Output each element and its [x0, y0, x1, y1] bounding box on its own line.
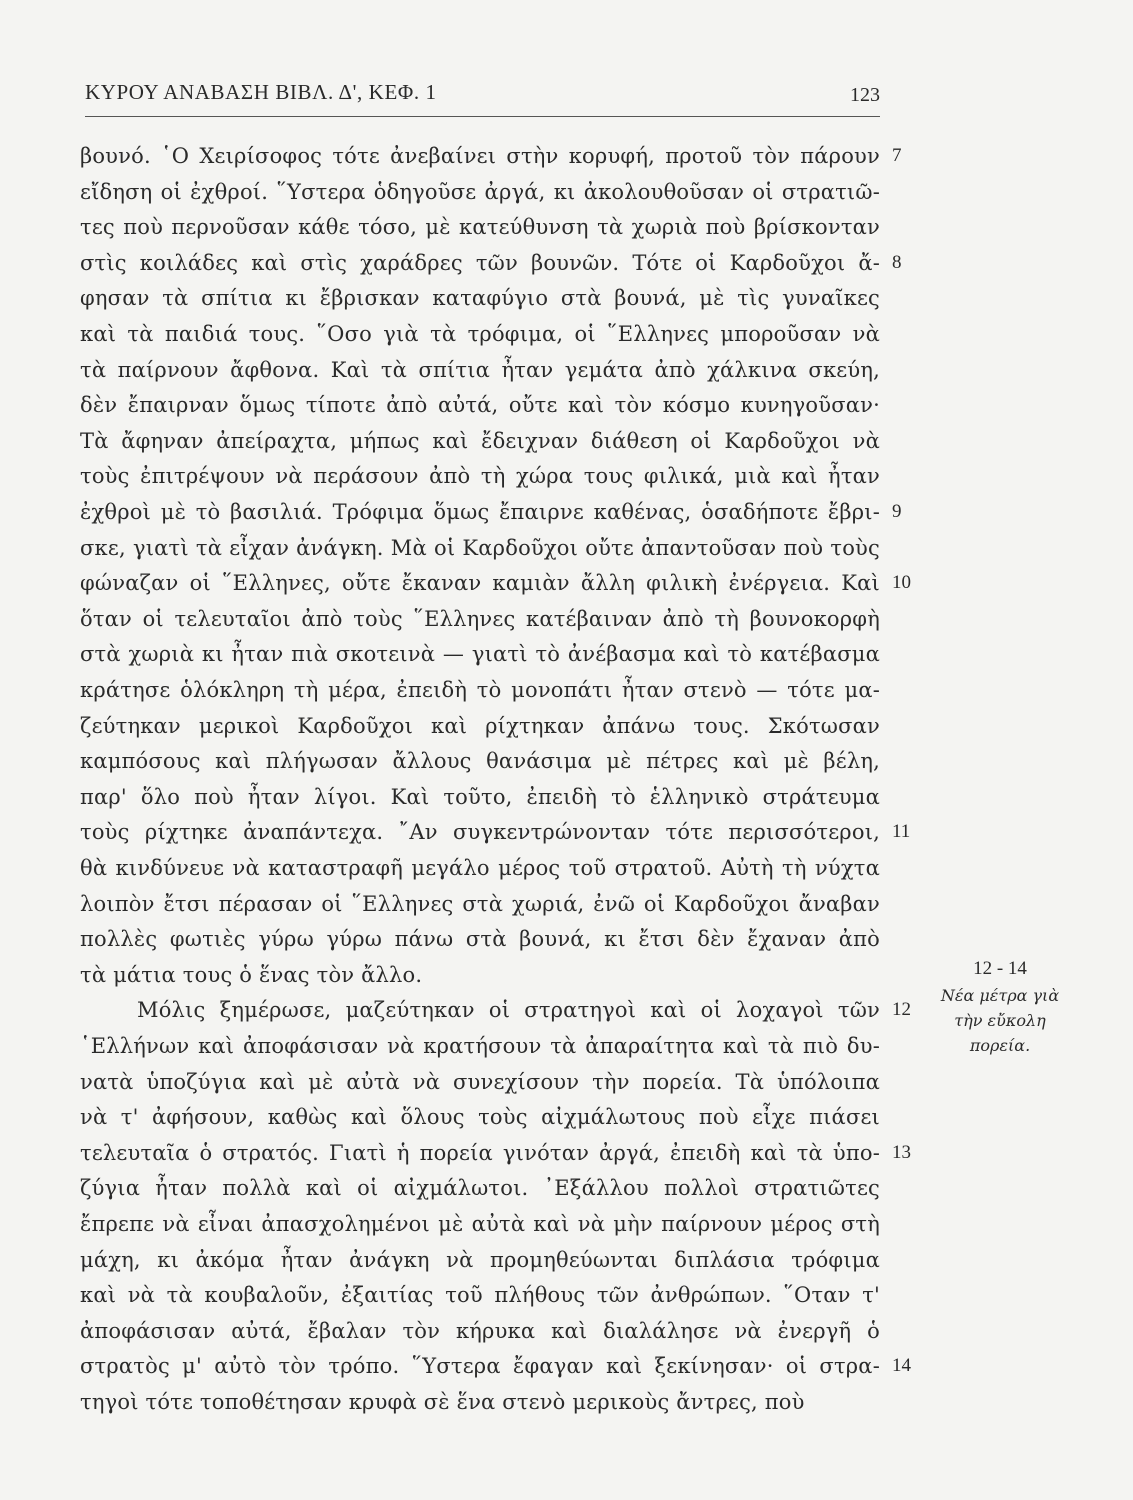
text-line: θὰ κινδύνευε νὰ καταστραφῆ μεγάλο μέρος τοῦ στρατοῦ. Αὐτὴ τὴ νύχτα	[80, 856, 880, 880]
text-line: νατὰ ὑποζύγια καὶ μὲ αὐτὰ νὰ συνεχίσουν τὴν πορεία. Τὰ ὑπόλοιπα	[80, 1069, 880, 1094]
text-line: καὶ τὰ παιδιά τους. ῞Οσο γιὰ τὰ τρόφιμα, οἱ ῞Ελληνες μποροῦσαν νὰ	[80, 322, 880, 346]
text-line: ῾Ελλήνων καὶ ἀποφάσισαν νὰ κρατήσουν τὰ ἀπαραίτητα καὶ τὰ πιὸ δυ-	[80, 1034, 880, 1058]
text-line: τες ποὺ περνοῦσαν κάθε τόσο, μὲ κατεύθυνση τὰ χωριὰ ποὺ βρίσκονταν	[80, 215, 880, 240]
text-line: ἐχθροὶ μὲ τὸ βασιλιά. Τρόφιμα ὅμως ἔπαιρνε καθένας, ὁσαδήποτε ἔβρι-	[80, 500, 880, 524]
text-line: Μόλις ξημέρωσε, μαζεύτηκαν οἱ στρατηγοὶ καὶ οἱ λοχαγοὶ τῶν	[137, 998, 880, 1023]
text-line: ἔπρεπε νὰ εἶναι ἀπασχολημένοι μὲ αὐτὰ καὶ νὰ μὴν παίρνουν μέρος στὴ	[80, 1212, 880, 1236]
text-line: νὰ τ' ἀφήσουν, καθὼς καὶ ὅλους τοὺς αἰχμάλωτους ποὺ εἶχε πιάσει	[80, 1105, 880, 1130]
section-number: 8	[892, 251, 902, 273]
text-line: δὲν ἔπαιρναν ὅμως τίποτε ἀπὸ αὐτά, οὔτε καὶ τὸν κόσμο κυνηγοῦσαν·	[80, 393, 880, 418]
text-line: λοιπὸν ἔτσι πέρασαν οἱ ῞Ελληνες στὰ χωριά, ἐνῶ οἱ Καρδοῦχοι ἄναβαν	[80, 891, 880, 916]
running-header	[85, 74, 880, 114]
text-line: καὶ νὰ τὰ κουβαλοῦν, ἐξαιτίας τοῦ πλήθους τῶν ἀνθρώπων. ῞Οταν τ'	[80, 1283, 880, 1308]
text-line: τοὺς ρίχτηκε ἀναπάντεχα. ῎Αν συγκεντρώνονταν τότε περισσότεροι,	[80, 820, 880, 845]
text-line: στὶς κοιλάδες καὶ στὶς χαράδρες τῶν βουνῶν. Τότε οἱ Καρδοῦχοι ἄ-	[80, 250, 880, 275]
margin-note	[940, 955, 1060, 1058]
margin-note-text: Νέα μέτρα γιὰ τὴν εὔκολη πορεία.	[940, 986, 1060, 1055]
text-line: φησαν τὰ σπίτια κι ἔβρισκαν καταφύγιο στὰ βουνά, μὲ τὶς γυναῖκες	[80, 286, 880, 311]
text-line: βουνό. ῾Ο Χειρίσοφος τότε ἀνεβαίνει στὴν κορυφή, προτοῦ τὸν πάρουν	[80, 144, 880, 168]
text-line: ζύγια ἦταν πολλὰ καὶ οἱ αἰχμάλωτοι. ᾽Εξάλλου πολλοὶ στρατιῶτες	[80, 1176, 880, 1201]
section-number: 13	[892, 1141, 911, 1163]
section-number: 14	[892, 1355, 911, 1377]
text-line: κράτησε ὁλόκληρη τὴ μέρα, ἐπειδὴ τὸ μονοπάτι ἦταν στενὸ — τότε μα-	[80, 678, 880, 702]
section-number: 12	[892, 999, 911, 1021]
text-line: ὅταν οἱ τελευταῖοι ἀπὸ τοὺς ῞Ελληνες κατέβαιναν ἀπὸ τὴ βουνοκορφὴ	[80, 606, 880, 631]
section-number: 7	[892, 145, 902, 166]
text-line: παρ' ὅλο ποὺ ἦταν λίγοι. Καὶ τοῦτο, ἐπειδὴ τὸ ἑλληνικὸ στράτευμα	[80, 784, 880, 809]
text-line: ζεύτηκαν μερικοὶ Καρδοῦχοι καὶ ρίχτηκαν ἀπάνω τους. Σκότωσαν	[80, 713, 880, 738]
text-line: στρατὸς μ' αὐτὸ τὸν τρόπο. ῞Υστερα ἔφαγαν καὶ ξεκίνησαν· οἱ στρα-	[80, 1354, 880, 1379]
header-rule	[85, 116, 880, 117]
text-line: καμπόσους καὶ πλήγωσαν ἄλλους θανάσιμα μὲ πέτρες καὶ μὲ βέλη,	[80, 749, 880, 774]
text-line: εἴδηση οἱ ἐχθροί. ῞Υστερα ὁδηγοῦσε ἀργά, κι ἀκολουθοῦσαν οἱ στρατιῶ-	[80, 179, 880, 204]
text-line: μάχη, κι ἀκόμα ἦταν ἀνάγκη νὰ προμηθεύωνται διπλάσια τρόφιμα	[80, 1247, 880, 1272]
text-line: τὰ μάτια τους ὁ ἕνας τὸν ἄλλο.	[80, 962, 423, 987]
text-line: στὰ χωριὰ κι ἦταν πιὰ σκοτεινὰ — γιατὶ τὸ ἀνέβασμα καὶ τὸ κατέβασμα	[80, 642, 880, 667]
text-line: τοὺς ἐπιτρέψουν νὰ περάσουν ἀπὸ τὴ χώρα τους φιλικά, μιὰ καὶ ἦταν	[80, 464, 880, 489]
section-number: 11	[892, 821, 911, 843]
text-line: σκε, γιατὶ τὰ εἶχαν ἀνάγκη. Μὰ οἱ Καρδοῦχοι οὔτε ἀπαντοῦσαν ποὺ τοὺς	[80, 535, 880, 560]
text-line: ἀποφάσισαν αὐτά, ἔβαλαν τὸν κήρυκα καὶ διαλάλησε νὰ ἐνεργῆ ὁ	[80, 1318, 880, 1343]
section-number: 9	[892, 501, 902, 522]
text-line: τὰ παίρνουν ἄφθονα. Καὶ τὰ σπίτια ἦταν γεμάτα ἀπὸ χάλκινα σκεύη,	[80, 357, 880, 382]
text-line: φώναζαν οἱ ῞Ελληνες, οὔτε ἔκαναν καμιὰν ἄλλη φιλικὴ ἐνέργεια. Καὶ	[80, 571, 880, 596]
text-line: τηγοὶ τότε τοποθέτησαν κρυφὰ σὲ ἕνα στενὸ μερικοὺς ἄντρες, ποὺ	[80, 1390, 805, 1414]
text-line: τελευταῖα ὁ στρατός. Γιατὶ ἡ πορεία γινόταν ἀργά, ἐπειδὴ καὶ τὰ ὑπο-	[80, 1140, 880, 1165]
header-title: ΚΥΡΟΥ ΑΝΑΒΑΣΗ ΒΙΒΛ. Δ', ΚΕΦ. 1	[85, 80, 437, 104]
text-line: πολλὲς φωτιὲς γύρω γύρω πάνω στὰ βουνά, κι ἔτσι δὲν ἔχαναν ἀπὸ	[80, 927, 880, 952]
section-number: 10	[892, 572, 911, 594]
text-line: Τὰ ἄφηναν ἀπείραχτα, μήπως καὶ ἔδειχναν διάθεση οἱ Καρδοῦχοι νὰ	[80, 428, 880, 453]
margin-note-range: 12 - 14	[973, 958, 1027, 979]
page-number: 123	[850, 84, 880, 106]
